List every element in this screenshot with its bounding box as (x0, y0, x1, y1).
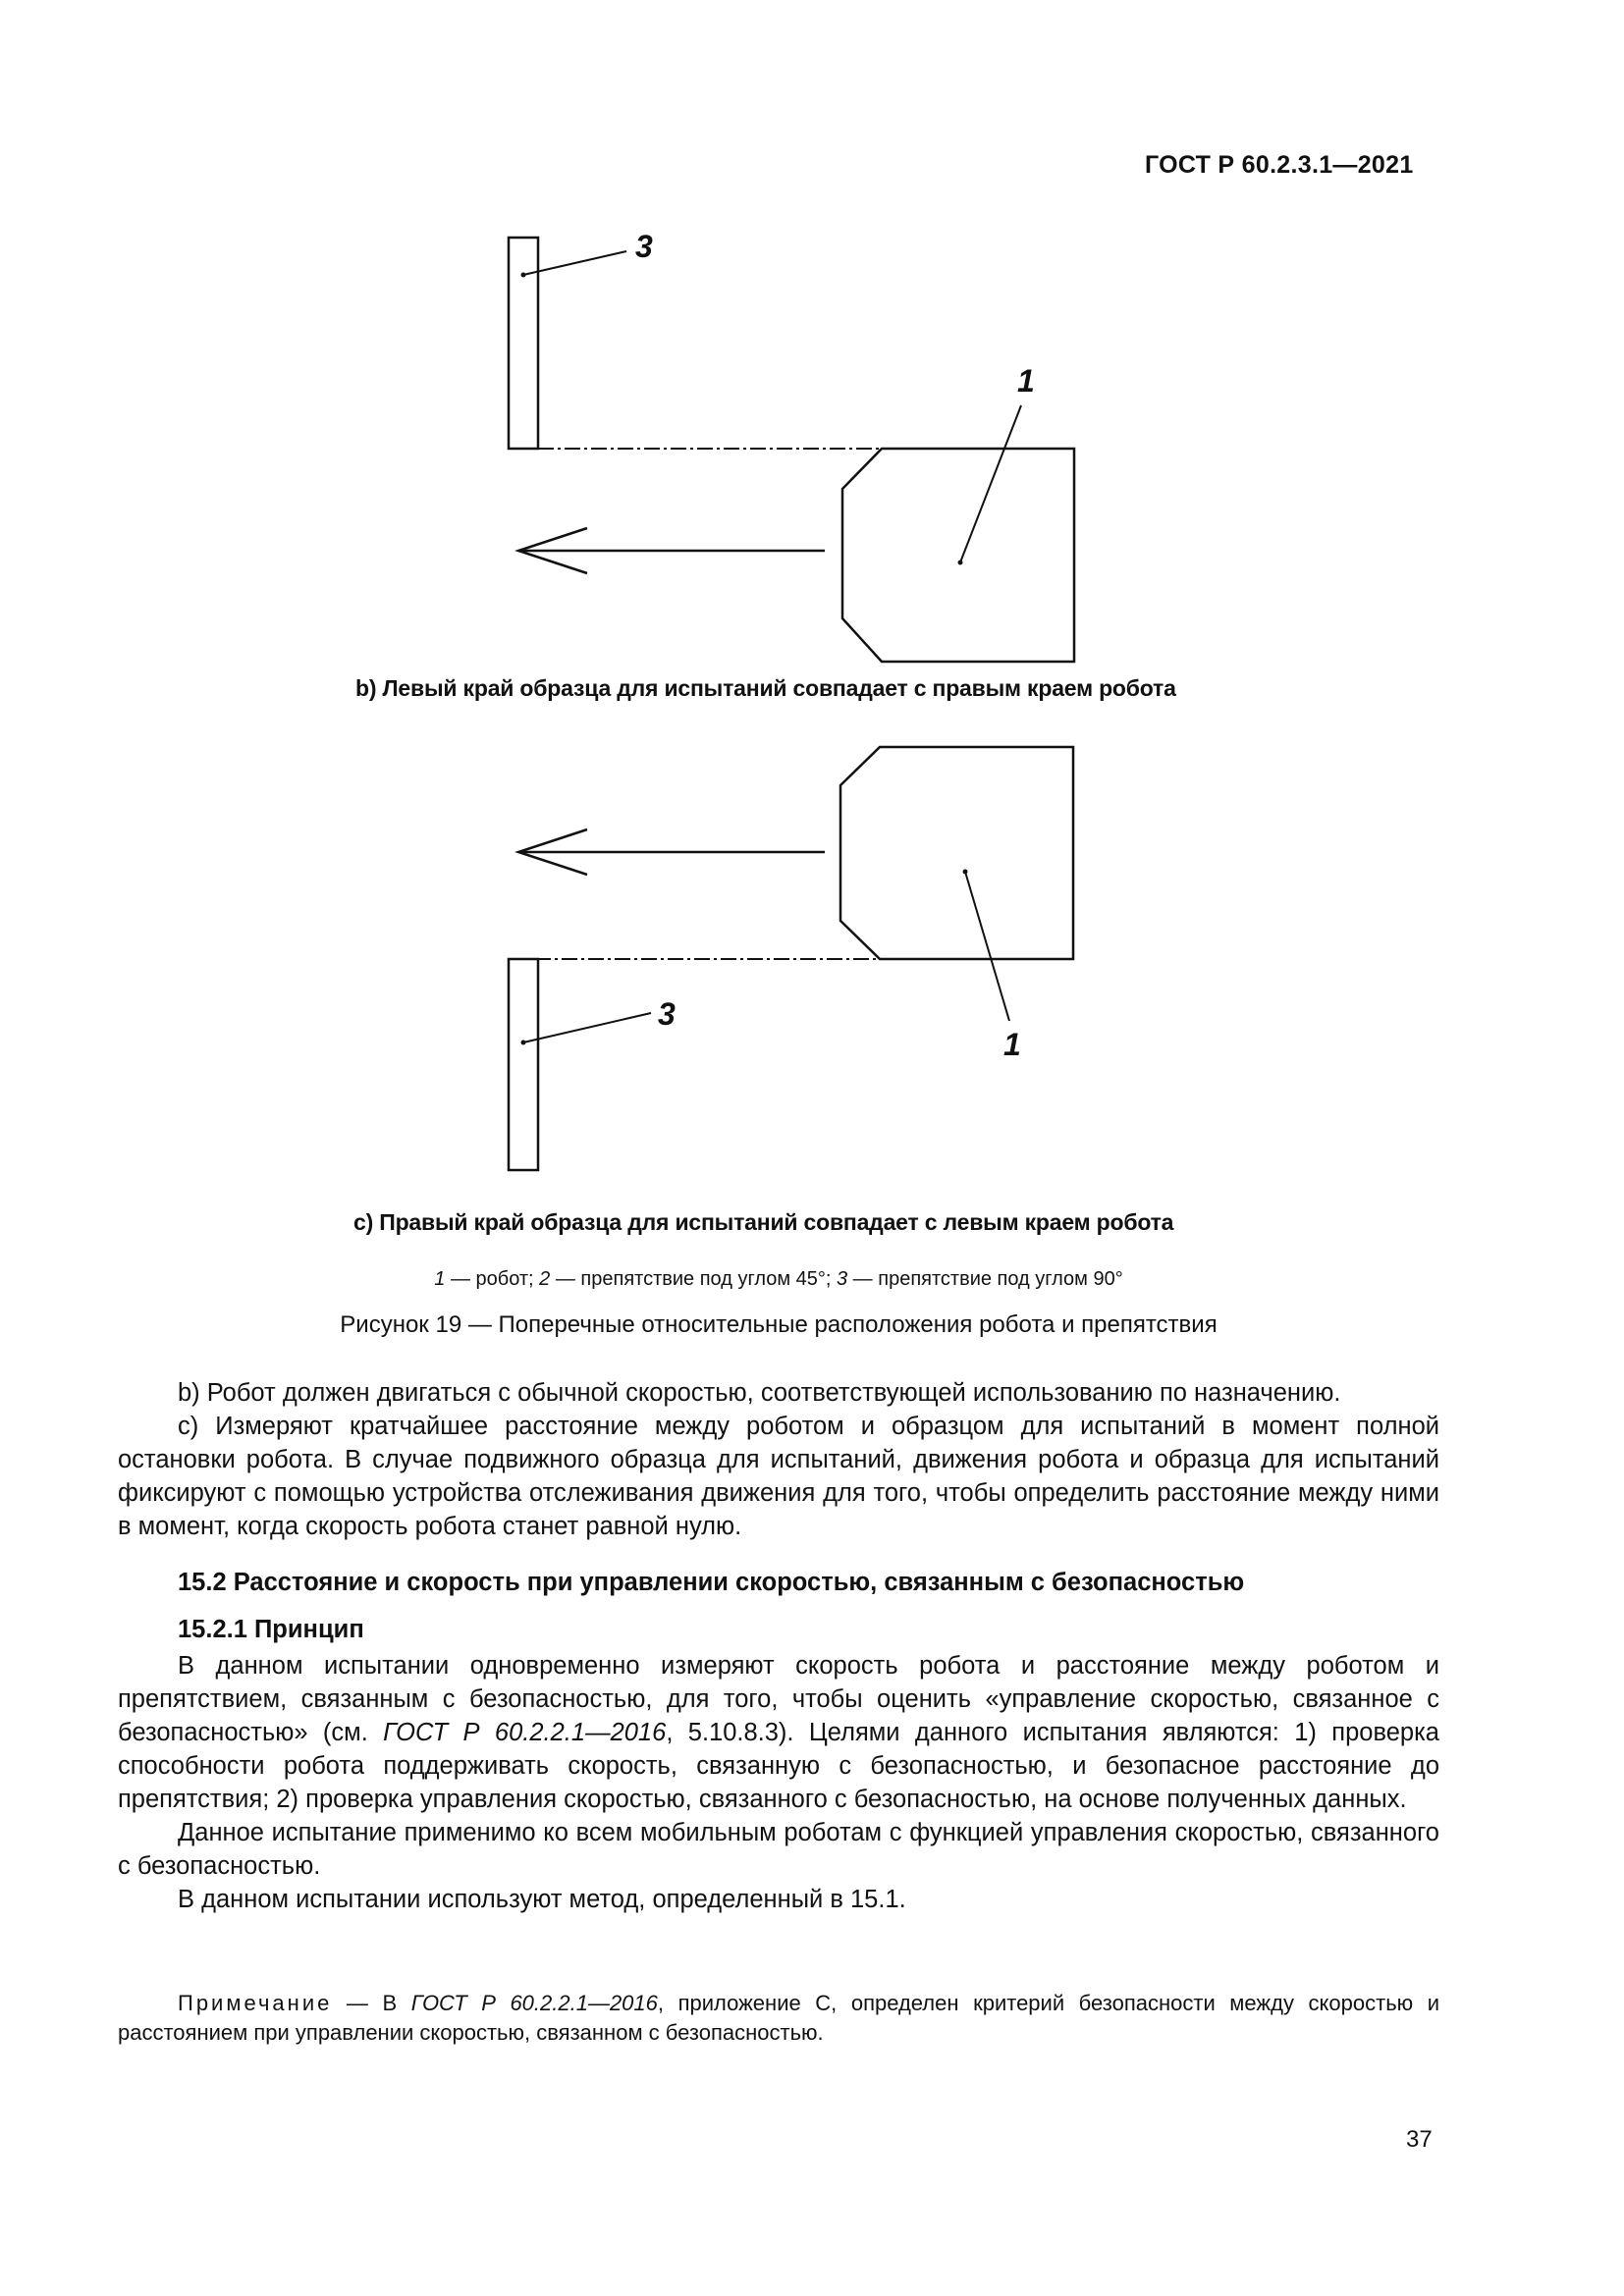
legend-key-1: 1 (434, 1268, 446, 1290)
panel-c-robot-point (963, 870, 968, 875)
figure-legend (118, 1268, 1439, 1291)
note-label: Примечание (178, 1991, 333, 2015)
panel-b-robot-leader (960, 405, 1021, 562)
panel-c-robot-callout: 1 (1003, 1027, 1021, 1062)
panel-b-label: b) Левый край образца для испытаний совпадает с правым краем робота (355, 675, 1176, 701)
panel-b-obstacle-callout: 3 (635, 229, 653, 264)
panel-c-obstacle-leader (523, 1013, 651, 1042)
page-number: 37 (1406, 2126, 1433, 2153)
principle-paragraph-3: В данном испытании используют метод, определенный в 15.1. (178, 1886, 906, 1913)
list-items (118, 1376, 1439, 1543)
panel-b-obstacle-point (521, 273, 526, 278)
panel-c-drawing (509, 747, 1073, 1170)
panel-c-robot-leader (965, 872, 1009, 1021)
principle-p1-reference: ГОСТ Р 60.2.2.1—2016 (383, 1719, 667, 1746)
legend-key-2: 2 (539, 1268, 551, 1290)
principle-p1-part-b: , 5.10.8.3). Целями данного испытания являются: 1) проверка способности робота поддерживать скорость, связанную с безопасностью, и безопасное расстояние до препятствия; 2) проверка управления скоростью, связанного с безопасностью, на основе полученных данных. (118, 1719, 1439, 1813)
principle-paragraph-2: Данное испытание применимо ко всем мобильным роботам с функцией управления скоростью, связанного с безопасностью. (118, 1819, 1439, 1880)
subsection-heading: 15.2.1 Принцип (178, 1616, 364, 1643)
panel-b-robot (842, 449, 1074, 662)
note (118, 1989, 1439, 2048)
panel-c-label: c) Правый край образца для испытаний совпадает с левым краем робота (353, 1209, 1174, 1235)
panel-c-robot (840, 747, 1073, 959)
note-dash: — В (332, 1991, 411, 2015)
legend-key-3: 3 (837, 1268, 848, 1290)
figure-caption: Рисунок 19 — Поперечные относительные расположения робота и препятствия (340, 1311, 1218, 1338)
principle-text (118, 1649, 1439, 1916)
principle-paragraph-1 (118, 1649, 1439, 1816)
panel-c-obstacle-callout: 3 (658, 996, 676, 1032)
section-heading: 15.2 Расстояние и скорость при управлении скоростью, связанным с безопасностью (178, 1569, 1245, 1596)
legend-text-3: — препятствие под углом 90° (847, 1268, 1123, 1290)
standard-code: ГОСТ Р 60.2.3.1—2021 (1145, 151, 1414, 179)
principle-p1-part-a: В данном испытании одновременно измеряют скорость робота и расстояние между роботом и препятствием, связанным с безопасностью, для того, чтобы оценить «управление скоростью, связанное с безопасностью» (см. (118, 1652, 1439, 1746)
item-c: c) Измеряют кратчайшее расстояние между роботом и образцом для испытаний в момент полной остановки робота. В случае подвижного образца для испытаний, движения робота и образца для испытаний фиксируют с помощью устройства отслеживания движения для того, чтобы определить расстояние между ними в момент, когда скорость робота станет равной нулю. (118, 1413, 1439, 1540)
panel-b-obstacle (509, 238, 538, 449)
panel-b-drawing (509, 238, 1074, 662)
panel-b-robot-point (958, 561, 963, 565)
note-text: , приложение С, определен критерий безопасности между скоростью и расстоянием при управлении скоростью, связанном с безопасностью. (118, 1991, 1439, 2045)
note-reference: ГОСТ Р 60.2.2.1—2016 (410, 1991, 658, 2015)
item-b: b) Робот должен двигаться с обычной скоростью, соответствующей использованию по назначению. (178, 1379, 1341, 1407)
legend-text-2: — препятствие под углом 45°; (550, 1268, 837, 1290)
panel-c-obstacle-point (521, 1041, 526, 1045)
panel-b-robot-callout: 1 (1017, 363, 1035, 399)
legend-text-1: — робот; (445, 1268, 540, 1290)
panel-c-obstacle (509, 959, 538, 1170)
